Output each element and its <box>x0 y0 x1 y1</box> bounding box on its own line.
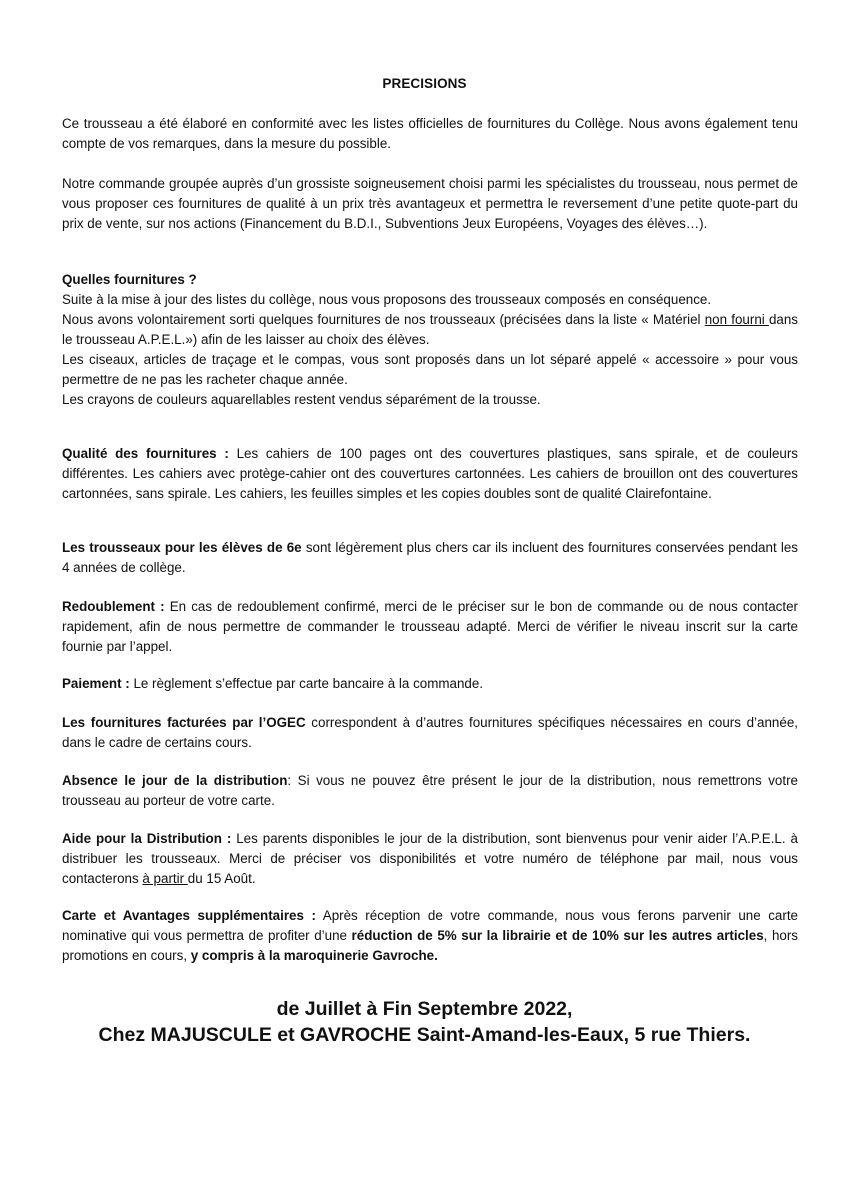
paiement-paragraph <box>62 674 798 694</box>
aide-section <box>62 829 798 889</box>
aide-label: Aide pour la Distribution : <box>62 831 232 846</box>
sixieme-label: Les trousseaux pour les élèves de 6e <box>62 540 302 555</box>
aide-text-end: du 15 Août. <box>187 871 256 886</box>
carte-reduction-bold: réduction de 5% sur la librairie et de 10% sur les autres articles <box>351 928 764 943</box>
aide-text-start: Les parents disponibles le jour de la distribution, sont bienvenus pour venir aider l’A.P.E.L. à distribuer les trousseaux. Merci de préciser vos disponibilités et votre numéro de téléphone par mail, nous vous contacterons <box>62 831 798 886</box>
fournitures-line-3: Les ciseaux, articles de traçage et le compas, vous sont proposés dans un lot séparé appelé « accessoire » pour vous permettre de ne pas les racheter chaque année. <box>62 352 798 387</box>
fournitures-line-1: Suite à la mise à jour des listes du collège, nous vous proposons des trousseaux composés en conséquence. <box>62 292 712 307</box>
ogec-label: Les fournitures facturées par l’OGEC <box>62 715 306 730</box>
fournitures-heading: Quelles fournitures ? <box>62 272 197 287</box>
carte-label: Carte et Avantages supplémentaires : <box>62 908 316 923</box>
redoublement-section <box>62 597 798 657</box>
redoublement-text: En cas de redoublement confirmé, merci de le préciser sur le bon de commande ou de nous contacter rapidement, afin de nous permettre de commander le trousseau adapté. Merci de vérifier le niveau inscrit sur la carte fournie par l’appel. <box>62 599 798 654</box>
qualite-text: Les cahiers de 100 pages ont des couvertures plastiques, sans spirale, et de couleurs différentes. Les cahiers avec protège-cahier ont des couvertures cartonnées. Les cahiers de brouillon ont des couvertures cartonnées, sans spirale. Les cahiers, les feuilles simples et les copies doubles sont de qualité Clairefontaine. <box>62 446 798 501</box>
absence-paragraph <box>62 771 798 811</box>
carte-paragraph <box>62 906 798 966</box>
fournitures-line-2-end: dans le trousseau A.P.E.L.») afin de les laisser au choix des élèves. <box>62 312 798 347</box>
fournitures-line-4: Les crayons de couleurs aquarellables restent vendus séparément de la trousse. <box>62 392 541 407</box>
redoublement-label: Redoublement : <box>62 599 165 614</box>
paiement-text: Le règlement s’effectue par carte bancaire à la commande. <box>129 676 484 691</box>
absence-section <box>62 771 798 811</box>
intro-paragraph-2 <box>62 174 798 234</box>
redoublement-paragraph <box>62 597 798 657</box>
intro-text-1: Ce trousseau a été élaboré en conformité avec les listes officielles de fournitures du Collège. Nous avons également tenu compte de vos remarques, dans la mesure du possible. <box>62 116 798 151</box>
absence-text: : Si vous ne pouvez être présent le jour de la distribution, nous remettrons votre trousseau au porteur de votre carte. <box>62 773 798 808</box>
ogec-section <box>62 713 798 753</box>
closing-dates: de Juillet à Fin Septembre 2022, <box>276 998 573 1020</box>
qualite-label: Qualité des fournitures : <box>62 446 229 461</box>
qualite-paragraph <box>62 444 798 504</box>
ogec-paragraph <box>62 713 798 753</box>
ogec-text: correspondent à d’autres fournitures spécifiques nécessaires en cours d’année, dans le cadre de certains cours. <box>62 715 798 750</box>
fournitures-line-2-start: Nous avons volontairement sorti quelques fournitures de nos trousseaux (précisées dans la liste « Matériel <box>62 312 705 327</box>
a-partir-underlined: à partir <box>142 871 188 886</box>
sixieme-text: sont légèrement plus chers car ils incluent des fournitures conservées pendant les 4 années de collège. <box>62 540 799 575</box>
sixieme-paragraph <box>62 538 798 578</box>
paiement-label: Paiement : <box>62 676 130 691</box>
carte-section <box>62 906 798 966</box>
aide-paragraph <box>62 829 798 889</box>
carte-text-middle: , hors promotions en cours, <box>62 928 798 963</box>
paiement-section <box>62 674 798 694</box>
intro-text-2: Notre commande groupée auprès d’un grossiste soigneusement choisi parmi les spécialistes du trousseau, nous permet de vous proposer ces fournitures de qualité à un prix très avantageux et permettra le reversement d’une petite quote-part du prix de vente, sur nos actions (Financement du B.D.I., Subventions Jeux Européens, Voyages des élèves…). <box>62 176 798 231</box>
closing-location: Chez MAJUSCULE et GAVROCHE Saint-Amand-les-Eaux, 5 rue Thiers. <box>98 1024 751 1046</box>
carte-text-start: Après réception de votre commande, nous vous ferons parvenir une carte nominative qui vous permettra de profiter d’une <box>62 908 798 943</box>
closing-announcement <box>0 996 849 1048</box>
carte-gavroche-bold: y compris à la maroquinerie Gavroche. <box>190 948 438 963</box>
absence-label: Absence le jour de la distribution <box>62 773 288 788</box>
page-title: PRECISIONS <box>382 76 467 91</box>
fournitures-line-2 <box>62 310 798 350</box>
intro-paragraph-1 <box>62 114 798 154</box>
non-fourni-underlined: non fourni <box>704 312 769 327</box>
sixieme-section <box>62 538 798 578</box>
qualite-section <box>62 444 798 504</box>
fournitures-section <box>62 270 798 410</box>
